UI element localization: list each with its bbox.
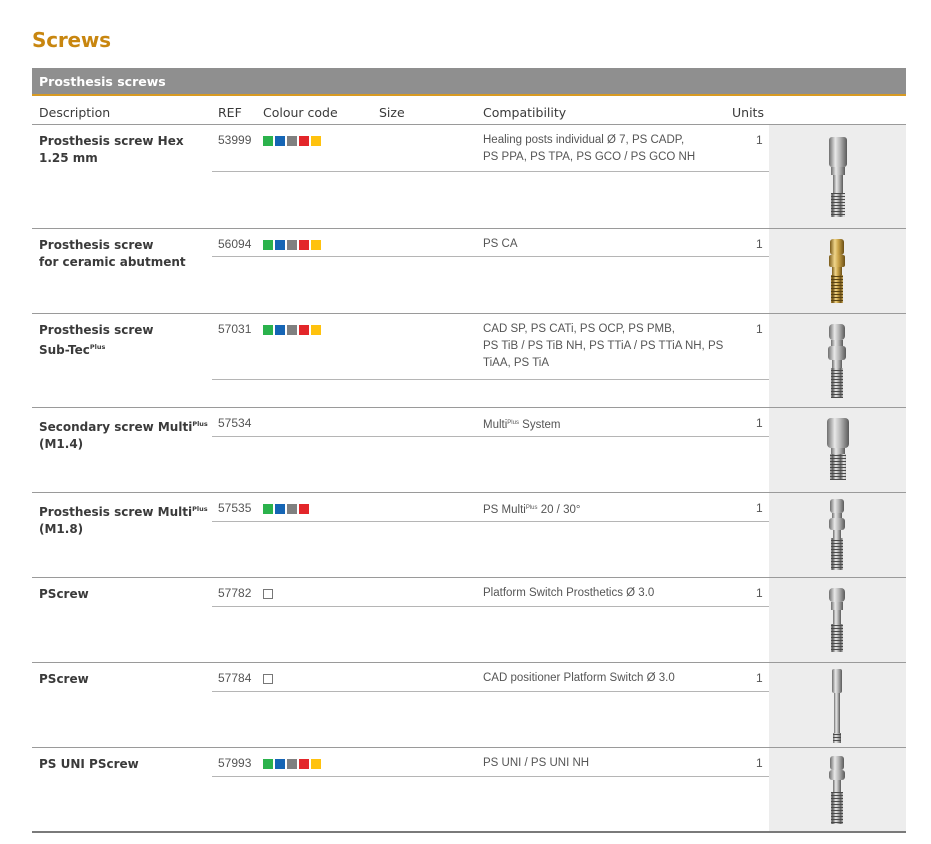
row-ref: 57993 [218,756,252,770]
swatch-grey [287,325,297,335]
swatch-blue [275,136,285,146]
col-header-description: Description [39,105,111,120]
section-header [32,68,906,96]
row-description: PScrew [39,672,89,686]
table-bottom-border [32,831,906,833]
swatch-grey [287,136,297,146]
row-units: 1 [756,756,763,770]
row-description: PScrew [39,587,89,601]
row-divider [212,691,769,692]
row-ref: 57784 [218,671,252,685]
swatch-red [299,325,309,335]
swatch-red [299,240,309,250]
table-row [32,663,906,747]
swatch-red [299,759,309,769]
table-row [32,408,906,492]
row-ref: 56094 [218,237,252,251]
swatch-grey [287,759,297,769]
screw-image-cell [769,229,906,313]
swatch-blue [275,759,285,769]
row-divider [212,521,769,522]
silver-ps-uni-screw-icon [769,748,906,832]
colour-code-swatches [263,759,321,769]
row-units: 1 [756,322,763,336]
table-header [32,98,906,125]
colour-code-swatches [263,325,321,335]
silver-pscrew-icon [769,578,906,662]
swatch-green [263,136,273,146]
row-divider [212,256,769,257]
screw-image-cell [769,408,906,492]
table-row [32,314,906,407]
row-description: PS UNI PScrew [39,757,139,771]
screw-image-cell [769,748,906,832]
row-compatibility: CAD SP, PS CATi, PS OCP, PS PMB, PS TiB / PS TiB NH, PS TTiA / PS TTiA NH, PS TiAA, PS TiA [483,323,724,369]
colour-code-swatches [263,674,273,684]
silver-pscrew-long-icon [769,663,906,747]
page-title: Screws [32,28,111,52]
swatch-green [263,240,273,250]
screw-image-cell [769,578,906,662]
silver-screw-hex-icon [769,125,906,228]
swatch-blue [275,325,285,335]
row-units: 1 [756,671,763,685]
row-description: Prosthesis screw for ceramic abutment [39,238,186,269]
row-divider [212,436,769,437]
row-compatibility: PS UNI / PS UNI NH [483,757,590,769]
colour-code-swatches [263,240,321,250]
col-header-units: Units [732,105,764,120]
swatch-yellow [311,136,321,146]
col-header-compatibility: Compatibility [483,105,567,120]
swatch-yellow [311,759,321,769]
swatch-grey [287,504,297,514]
row-compatibility: PS CA [483,238,518,250]
row-description: Prosthesis screw Sub-Tec$^{Plus}$ [39,323,154,357]
row-units: 1 [756,416,763,430]
silver-screw-subtec-icon [769,314,906,407]
swatch-yellow [311,325,321,335]
table-row [32,748,906,832]
swatch-green [263,325,273,335]
row-compatibility: Platform Switch Prosthetics Ø 3.0 [483,587,655,599]
row-description: Secondary screw Multi$^{Plus}$ (M1.4) [39,420,208,451]
swatch-yellow [311,240,321,250]
colour-code-swatches [263,504,309,514]
section-title: Prosthesis screws [39,74,166,89]
swatch-red [299,504,309,514]
row-description: Prosthesis screw Multi$^{Plus}$ (M1.8) [39,505,208,536]
row-ref: 57534 [218,416,252,430]
swatch-grey [287,240,297,250]
silver-screw-multi-m18-icon [769,493,906,577]
row-units: 1 [756,501,763,515]
col-header-ref: REF [218,105,242,120]
row-compatibility: Healing posts individual Ø 7, PS CADP, PS PPA, PS TPA, PS GCO / PS GCO NH [483,134,696,163]
row-divider [212,606,769,607]
screw-image-cell [769,663,906,747]
swatch-green [263,759,273,769]
swatch-empty [263,589,273,599]
row-units: 1 [756,586,763,600]
screw-image-cell [769,314,906,407]
colour-code-swatches [263,136,321,146]
screw-image-cell [769,493,906,577]
row-ref: 57535 [218,501,252,515]
row-ref: 57782 [218,586,252,600]
swatch-red [299,136,309,146]
row-ref: 53999 [218,133,252,147]
swatch-empty [263,674,273,684]
row-description: Prosthesis screw Hex 1.25 mm [39,134,184,165]
swatch-blue [275,504,285,514]
gold-screw-icon [769,229,906,313]
col-header-size: Size [379,105,405,120]
row-compatibility: CAD positioner Platform Switch Ø 3.0 [483,672,675,684]
swatch-green [263,504,273,514]
row-divider [212,776,769,777]
table-row [32,125,906,228]
silver-screw-multi-m14-icon [769,408,906,492]
row-ref: 57031 [218,322,252,336]
screw-image-cell [769,125,906,228]
row-compatibility: Multi$^{Plus}$ System [483,419,561,431]
row-divider [212,379,769,380]
row-divider [212,171,769,172]
row-units: 1 [756,237,763,251]
swatch-blue [275,240,285,250]
table-row [32,493,906,577]
row-units: 1 [756,133,763,147]
table-row [32,229,906,313]
col-header-colour-code: Colour code [263,105,338,120]
table-row [32,578,906,662]
row-compatibility: PS Multi$^{Plus}$ 20 / 30° [483,504,581,516]
colour-code-swatches [263,589,273,599]
